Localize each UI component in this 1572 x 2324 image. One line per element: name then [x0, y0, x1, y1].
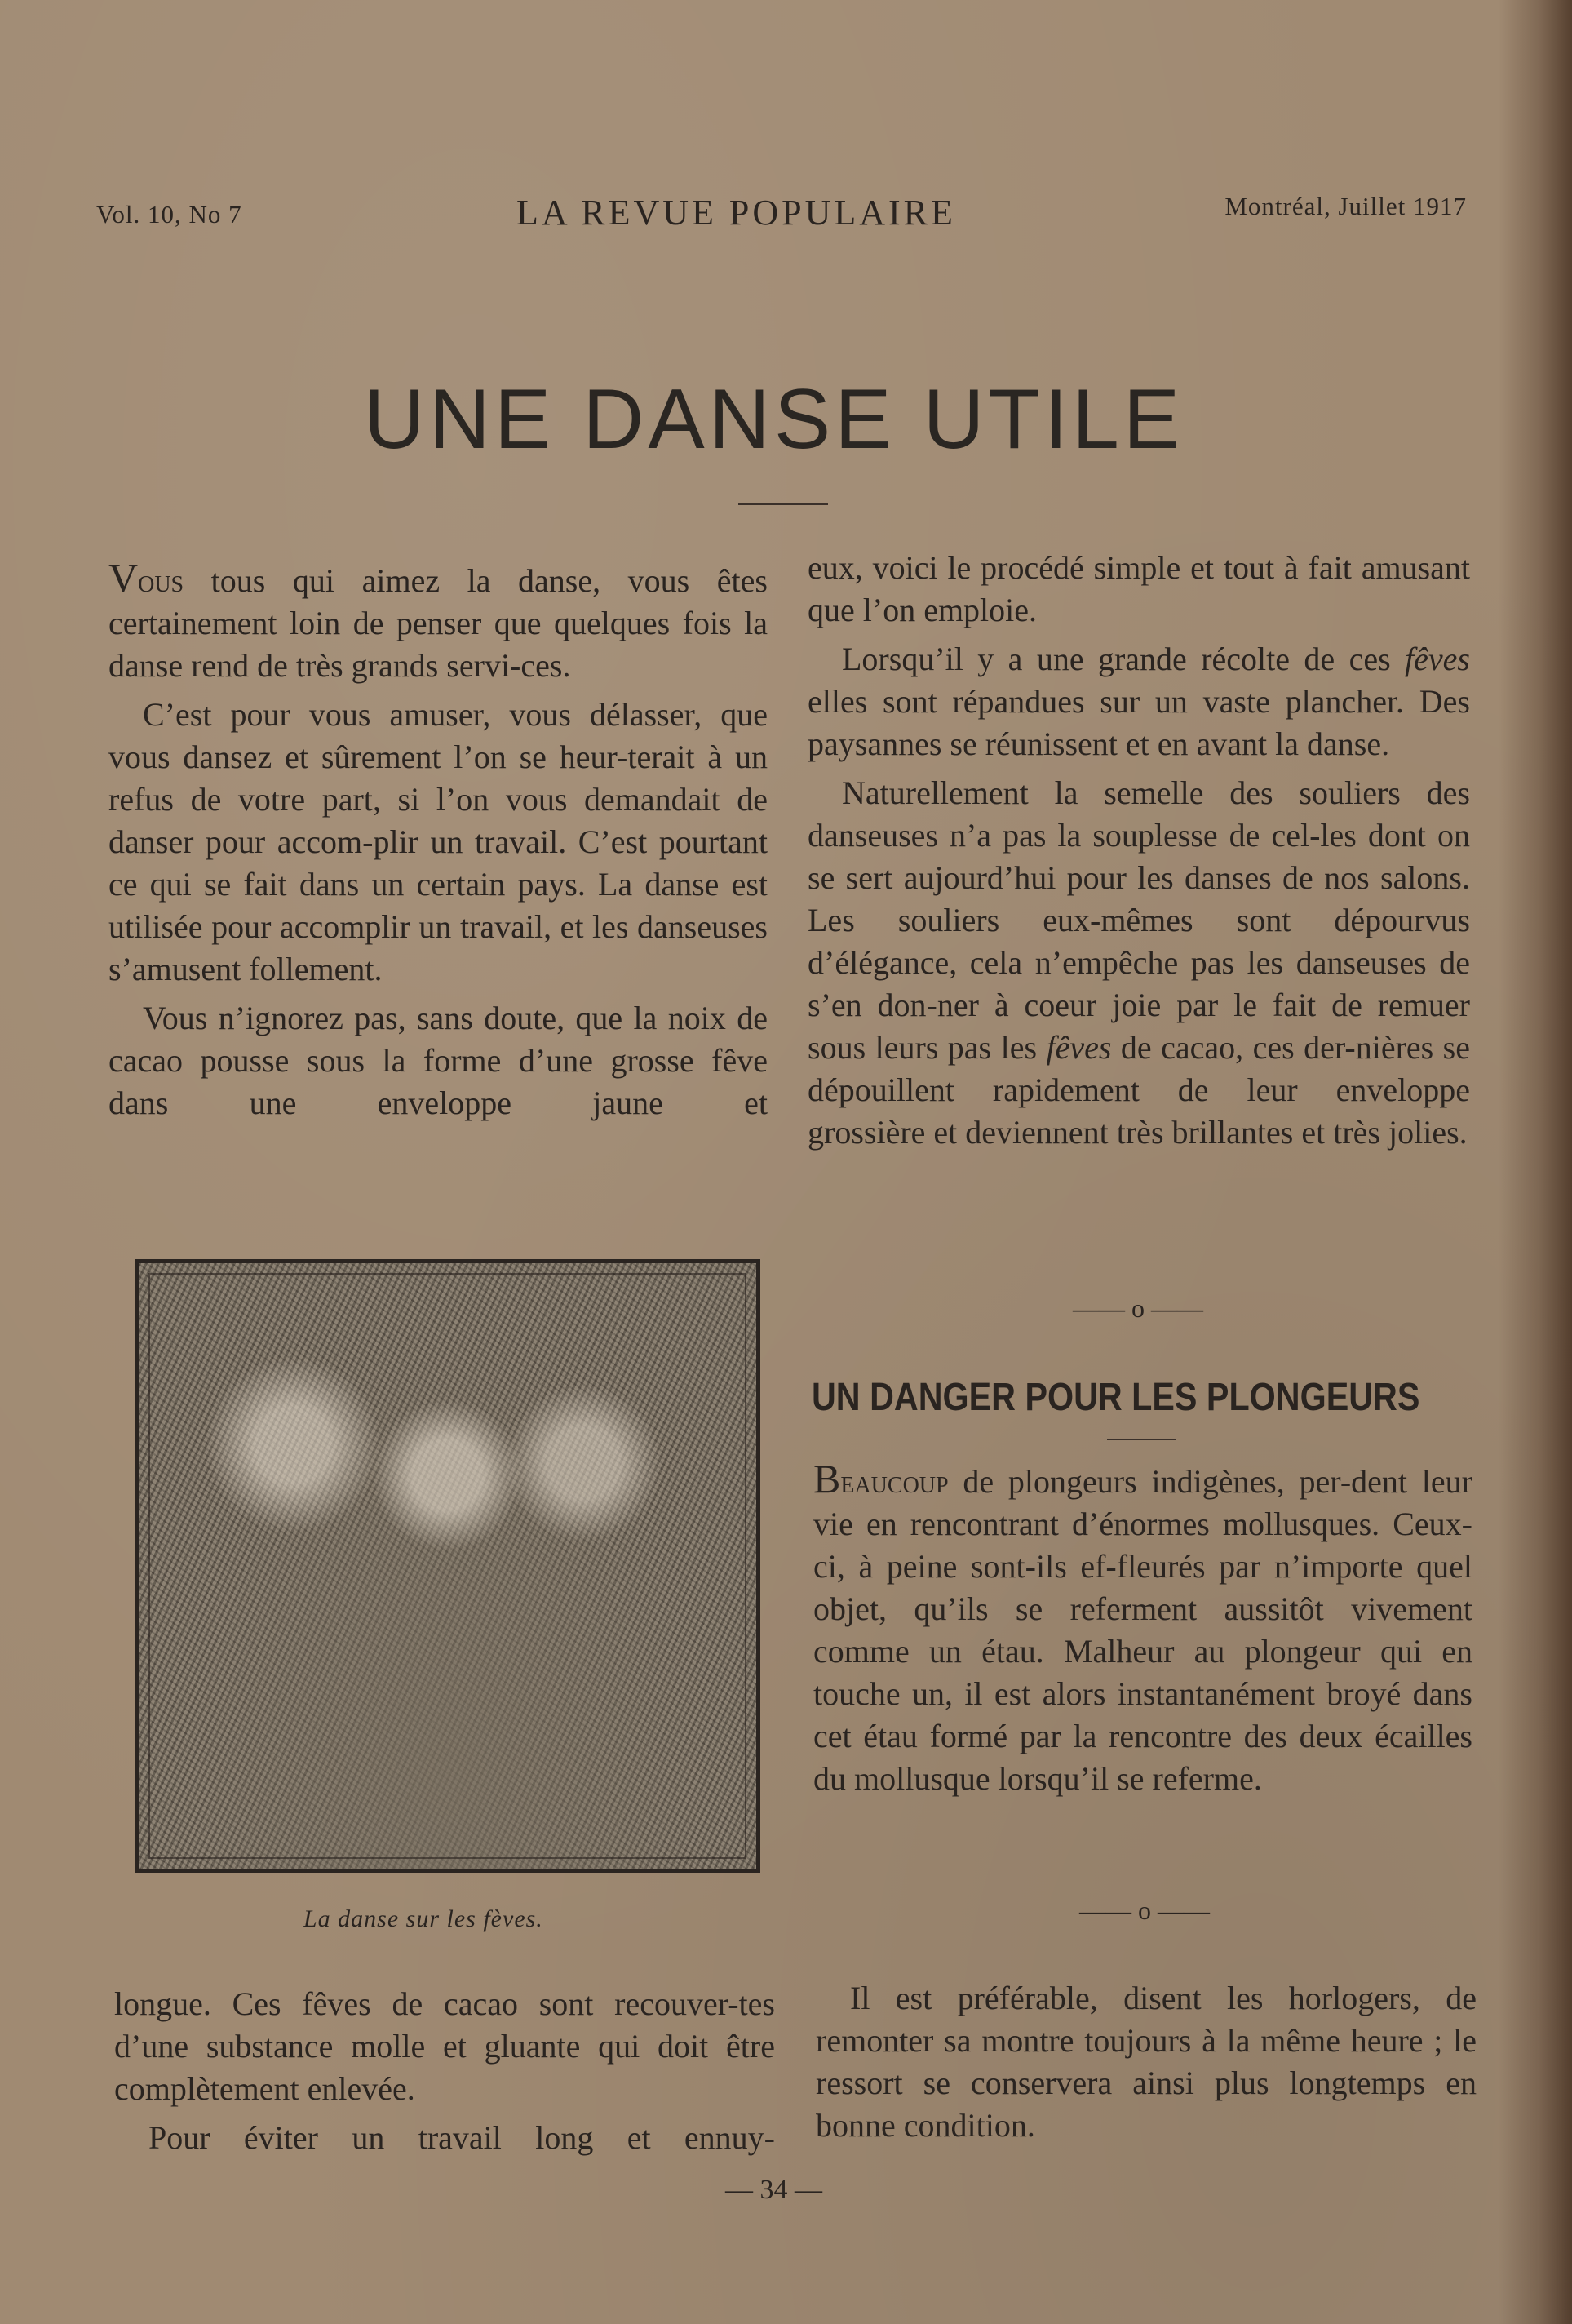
paragraph	[813, 1457, 1472, 1800]
paragraph: C’est pour vous amuser, vous délasser, que vous dansez et sûrement l’on se heur-terait à un refus de votre part, si l’on vous demandait de danser pour accom-plir un travail. C’est pourtant ce qui se fait dans un certain pays. La danse est utilisée pour accomplir un travail, et les danseuses s’amusent follement.	[108, 696, 768, 987]
horology-note	[816, 1977, 1477, 2153]
paragraph: Pour éviter un travail long et ennuy-	[148, 2119, 775, 2156]
italic-word: fêves	[1046, 1029, 1112, 1066]
section-divider: —— o ——	[1073, 1293, 1203, 1323]
photo-dancing-on-beans	[135, 1259, 760, 1873]
article-column-1-bottom	[114, 1983, 775, 2166]
article-2-title: UN DANGER POUR LES PLONGEURS	[812, 1376, 1420, 1419]
small-caps-lead: eaucoup	[840, 1463, 949, 1500]
paragraph-text: Lorsqu’il y a une grande récolte de ces	[842, 641, 1406, 677]
drop-cap: V	[108, 555, 139, 601]
title-rule	[738, 503, 828, 505]
volume-number: Vol. 10, No 7	[96, 200, 242, 228]
paragraph: Vous n’ignorez pas, sans doute, que la noix de cacao pousse sous la forme d’une grosse fêve dans une enveloppe jaune et	[108, 1000, 768, 1121]
issue-date: Montréal, Juillet 1917	[1224, 192, 1467, 220]
subtitle-rule	[1107, 1439, 1176, 1440]
running-head	[96, 192, 1467, 241]
photo-inner-border	[148, 1273, 746, 1859]
page-edge-shadow	[1499, 0, 1572, 2324]
page-number: — 34 —	[725, 2175, 822, 2205]
publication-name: LA REVUE POPULAIRE	[516, 193, 956, 233]
paragraph	[808, 638, 1470, 765]
paragraph-text: Naturellement la semelle des souliers des danseuses n’a pas la souplesse de cel-les dont on se sert aujourd’hui pour les danses de nos salons. Les souliers eux-mêmes sont dépourvus d’élégance, cela n’empêche pas les danseuses de s’en don-ner à coeur joie par le fait de remuer sous leurs pas les	[808, 774, 1470, 1066]
article-title: UNE DANSE UTILE	[363, 372, 1185, 467]
paragraph	[808, 772, 1470, 1154]
article-2-body	[813, 1457, 1472, 1807]
paragraph-text: de cacao, ces der-nières se dépouillent rapidement de leur enveloppe grossière et deviennent très brillantes et très jolies.	[808, 1029, 1471, 1151]
paragraph	[108, 557, 768, 687]
paragraph: eux, voici le procédé simple et tout à fait amusant que l’on emploie.	[808, 549, 1470, 628]
photo-caption: La danse sur les fèves.	[303, 1905, 543, 1932]
small-caps-lead: ous	[138, 562, 184, 599]
paragraph-text: tous qui aimez la danse, vous êtes certainement loin de penser que quelques fois la danse rend de très grands servi-ces.	[108, 562, 768, 684]
article-column-1-top	[108, 557, 768, 1131]
section-divider: —— o ——	[1079, 1896, 1210, 1925]
article-column-2	[808, 547, 1470, 1160]
drop-cap: B	[813, 1456, 841, 1501]
paragraph-text: elles sont répandues sur un vaste plancher. Des paysannes se réunissent et en avant la danse.	[808, 683, 1470, 762]
paragraph: Il est préférable, disent les horlogers, de remonter sa montre toujours à la même heure ; le ressort se conservera ainsi plus longtemps en bonne condition.	[816, 1980, 1477, 2144]
paragraph-text: de plongeurs indigènes, per-dent leur vie en rencontrant d’énormes mollusques. Ceux-ci, à peine sont-ils ef-fleurés par n’importe quel objet, qu’ils se referment aussitôt vivement comme un étau. Malheur au plongeur qui en touche un, il est alors instantanément broyé dans cet étau formé par la rencontre des deux écailles du mollusque lorsqu’il se referme.	[813, 1463, 1472, 1797]
paragraph: longue. Ces fêves de cacao sont recouver-tes d’une substance molle et gluante qui doit être complètement enlevée.	[114, 1985, 775, 2107]
italic-word: fêves	[1405, 641, 1470, 677]
